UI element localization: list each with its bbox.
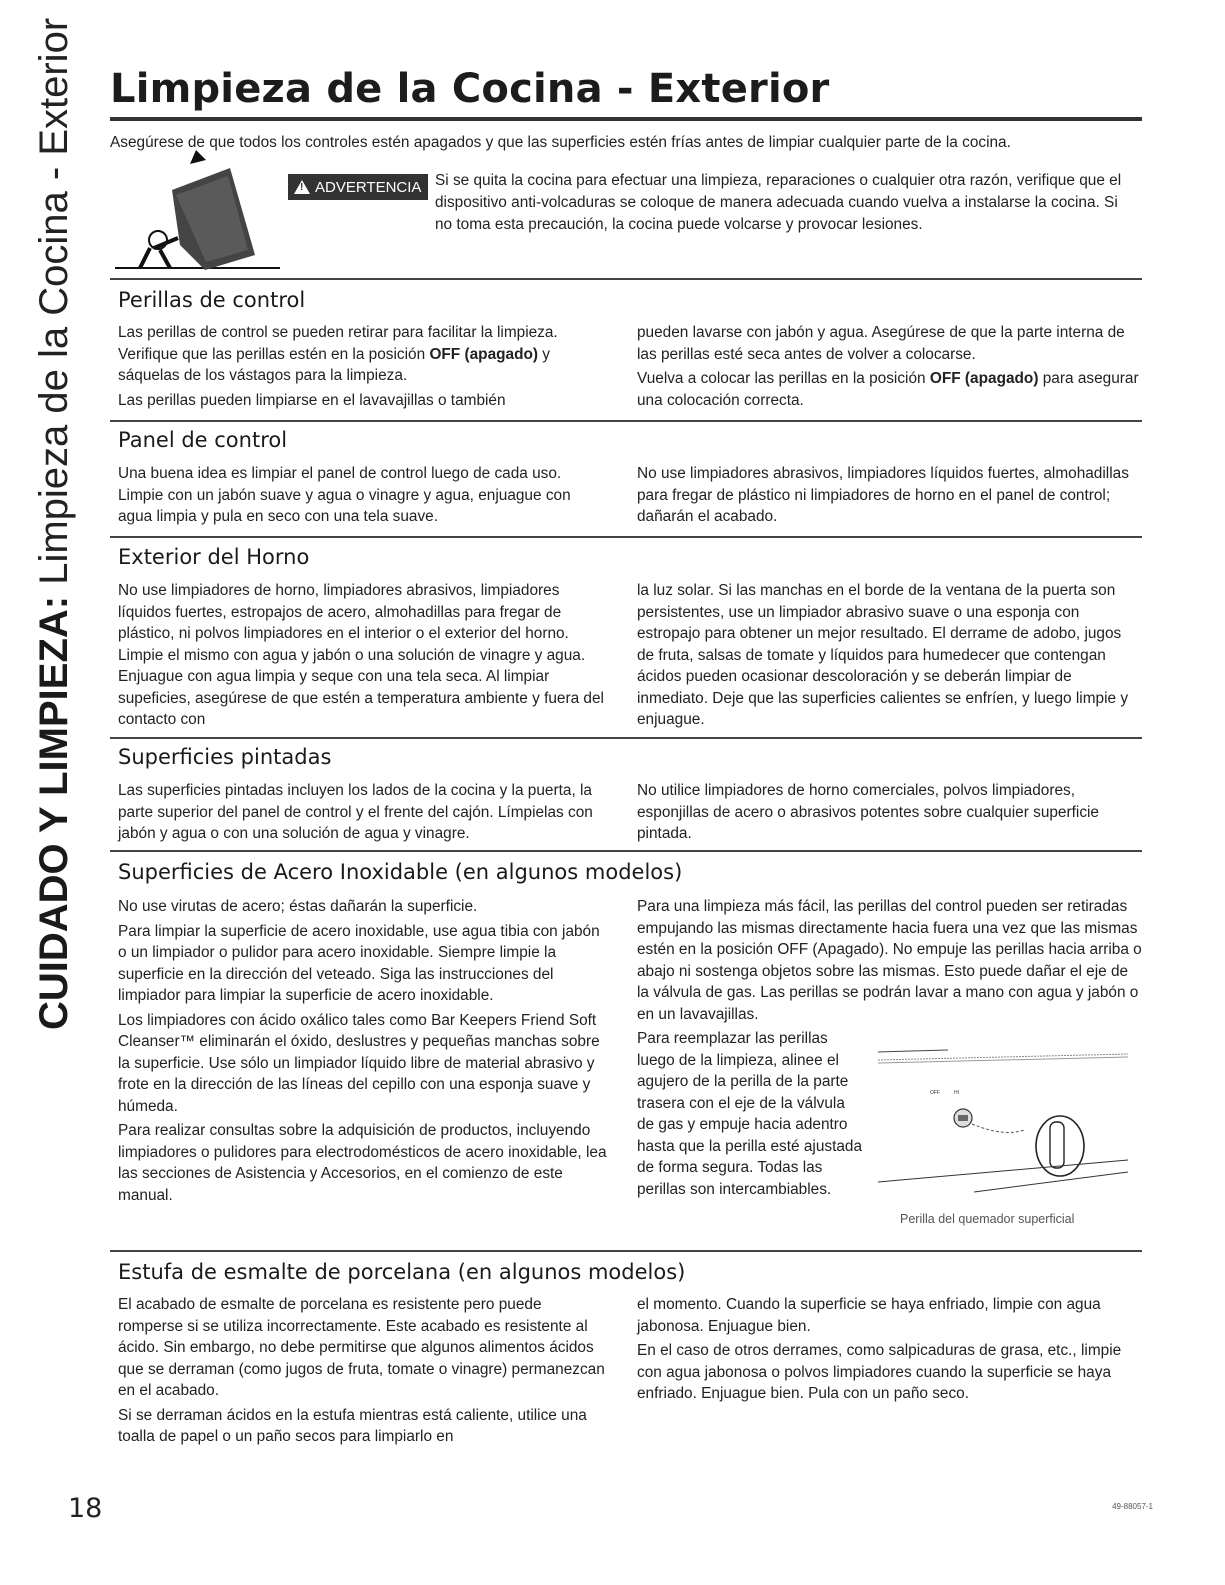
- text-span: Vuelva a colocar las perillas en la posición: [637, 370, 930, 387]
- side-tab: [32, 17, 76, 1030]
- text-span: y sáquelas de los vástagos para la limpieza.: [118, 345, 551, 384]
- off-label: OFF (apagado): [929, 370, 1039, 387]
- title-rule: [110, 117, 1142, 121]
- perillas-left-p2: Las perillas pueden limpiarse en el lavavajillas o también: [118, 391, 506, 409]
- panel-left: Una buena idea es limpiar el panel de control luego de cada uso. Limpie con un jabón suave y agua o vinagre y agua, enjuague con agua limpia y pula en seco con una tela suave.: [118, 465, 571, 525]
- acero-right-p1: Para una limpieza más fácil, las perillas del control pueden ser retiradas empujando las mismas directamente hacia fuera una vez que las mismas estén en la posición OFF (Apagado). No empuje las perillas hacia arriba o abajo ni sostenga objetos sobre las mismas. Esto puede dañar el eje de la válvula de gas. Las perillas se podrán lavar a mano con agua y jabón o en un lavavajillas.: [637, 898, 1142, 1023]
- pintadas-left: Las superficies pintadas incluyen los lados de la cocina y la puerta, la parte superior del panel de control y el frente del cajón. Límpielas con jabón y agua o con una solución de agua y vinagre.: [118, 782, 593, 842]
- page-number: 18: [68, 1493, 103, 1524]
- section-rule: [110, 850, 1142, 852]
- section-rule: [110, 420, 1142, 422]
- svg-text:OFF: OFF: [930, 1090, 940, 1096]
- warning-triangle-icon: [294, 180, 310, 194]
- perillas-left: [118, 322, 608, 414]
- section-rule: [110, 1250, 1142, 1252]
- section-rule: [110, 278, 1142, 280]
- esmalte-right-p2: En el caso de otros derrames, como salpicaduras de grasa, etc., limpie con agua jabonosa o polvos limpiadores cuando la superficie se haya enfriado. Enjuague bien. Pula con un paño seco.: [637, 1342, 1122, 1402]
- side-tab-light: Limpieza de la Cocina - Exterior: [32, 17, 76, 596]
- panel-right: No use limpiadores abrasivos, limpiadores líquidos fuertes, almohadillas para fregar de plástico ni limpiadores de horno en el panel de control; dañarán el acabado.: [637, 465, 1129, 525]
- heading-exterior: Exterior del Horno: [118, 545, 310, 569]
- perillas-right-p1: pueden lavarse con jabón y agua. Asegúrese de que la parte interna de las perillas esté seca antes de volver a colocarse.: [637, 324, 1125, 363]
- pintadas-right: No utilice limpiadores de horno comerciales, polvos limpiadores, esponjillas de acero o abrasivos potentes sobre cualquier superficie pintada.: [637, 782, 1099, 842]
- heading-esmalte: Estufa de esmalte de porcelana (en algunos modelos): [118, 1260, 686, 1284]
- heading-panel: Panel de control: [118, 428, 288, 452]
- burner-knob-illustration: [874, 1042, 1130, 1202]
- perillas-right: [637, 322, 1142, 414]
- section-rule: [110, 737, 1142, 739]
- heading-perillas: Perillas de control: [118, 288, 306, 312]
- perillas-right-p2: [637, 368, 1142, 411]
- off-label: OFF (apagado): [429, 345, 539, 363]
- acero-left-p2: Para limpiar la superficie de acero inoxidable, use agua tibia con jabón o un limpiador o pulidor para acero inoxidable. Siempre limpie la superficie en la dirección del veteado. Siga las instrucciones del limpiador para limpiar la superficie de acero inoxidable.: [118, 922, 600, 1004]
- perillas-left-p1: [118, 322, 608, 387]
- esmalte-left-p1: El acabado de esmalte de porcelana es resistente pero puede romperse si se utiliza incorrectamente. Este acabado es resistente al ácido. Sin embargo, no debe permitirse que algunos alimentos ácidos que se derraman (como jugos de fruta, tomate o vinagre) permanezcan en el acabado.: [118, 1296, 605, 1399]
- acero-left-p4: Para realizar consultas sobre la adquisición de productos, incluyendo limpiadores o pulidores para electrodomésticos de acero inoxidable, lea las secciones de Asistencia y Accesorios, en el comienzo de este manual.: [118, 1122, 607, 1204]
- acero-left-p3: Los limpiadores con ácido oxálico tales como Bar Keepers Friend Soft Cleanser™ eliminarán el óxido, deslustres y pequeñas manchas sobre la superficie. Use sólo un limpiador líquido libre de material abrasivo y frote en la dirección de las líneas del cepillo con una esponja suave y húmeda.: [118, 1011, 600, 1115]
- heading-acero: Superficies de Acero Inoxidable (en algunos modelos): [118, 860, 683, 884]
- document-number: 49-88057-1: [1112, 1502, 1153, 1511]
- esmalte-left: [118, 1294, 608, 1451]
- warning-badge-label: ADVERTENCIA: [315, 178, 422, 196]
- acero-left-p1: No use virutas de acero; éstas dañarán la superficie.: [118, 898, 478, 915]
- section-rule: [110, 536, 1142, 538]
- exterior-right: la luz solar. Si las manchas en el borde de la ventana de la puerta son persistentes, use un limpiador abrasivo suave o una esponja con estropajo para obtener un mejor resultado. El derrame de adobo, jugos de fruta, salsas de tomate y líquidos para humedecer que contengan ácidos pueden ocasionar descoloración y se deberán limpiar de inmediato. Deje que las superficies calientes se enfríen, y luego limpie y enjuague.: [637, 582, 1129, 728]
- warning-badge: [288, 174, 428, 200]
- acero-left: [118, 896, 608, 1209]
- heading-pintadas: Superficies pintadas: [118, 745, 332, 769]
- exterior-left: No use limpiadores de horno, limpiadores abrasivos, limpiadores líquidos fuertes, estropajos de acero, almohadillas para fregar de plástico, ni polvos limpiadores en el interior o el exterior del horno. Limpie el mismo con agua y jabón o una solución de vinagre y agua. Enjuague con agua limpia y seque con una tela seca. Al limpiar supeficies, asegúrese de que estén a temperatura ambiente y fuera del contacto con: [118, 582, 604, 728]
- page-title: Limpieza de la Cocina - Exterior: [110, 66, 830, 112]
- intro-text: Asegúrese de que todos los controles estén apagados y que las superficies estén frías antes de limpiar cualquier parte de la cocina.: [110, 134, 1011, 151]
- acero-right-p2: Para reemplazar las perillas luego de la limpieza, alinee el agujero de la perilla de la parte trasera con el eje de la válvula de gas y empuje hacia adentro hasta que la perilla esté ajustada de forma segura. Todas las perillas son intercambiables.: [637, 1030, 863, 1198]
- text-span: para asegurar una colocación correcta.: [637, 370, 1139, 409]
- side-tab-bold: CUIDADO Y LIMPIEZA:: [32, 595, 76, 1030]
- figure-caption: Perilla del quemador superficial: [900, 1212, 1075, 1226]
- anti-tip-warning-illustration: [110, 150, 285, 275]
- esmalte-right: [637, 1294, 1142, 1408]
- esmalte-right-p1: el momento. Cuando la superficie se haya enfriado, limpie con agua jabonosa. Enjuague bien.: [637, 1296, 1101, 1335]
- text-span: Las perillas de control se pueden retirar para facilitar la limpieza. Verifique que las perillas estén en la posición: [118, 324, 558, 363]
- esmalte-left-p2: Si se derraman ácidos en la estufa mientras está caliente, utilice una toalla de papel o un paño secos para limpiarlo en: [118, 1406, 587, 1445]
- warning-text: Si se quita la cocina para efectuar una limpieza, reparaciones o cualquier otra razón, verifique que el dispositivo anti-volcaduras se coloque de manera adecuada cuando vuelva a instalarse la cocina. Si no toma esta precaución, la cocina puede volcarse y provocar lesiones.: [435, 172, 1122, 233]
- svg-text:HI: HI: [954, 1090, 959, 1096]
